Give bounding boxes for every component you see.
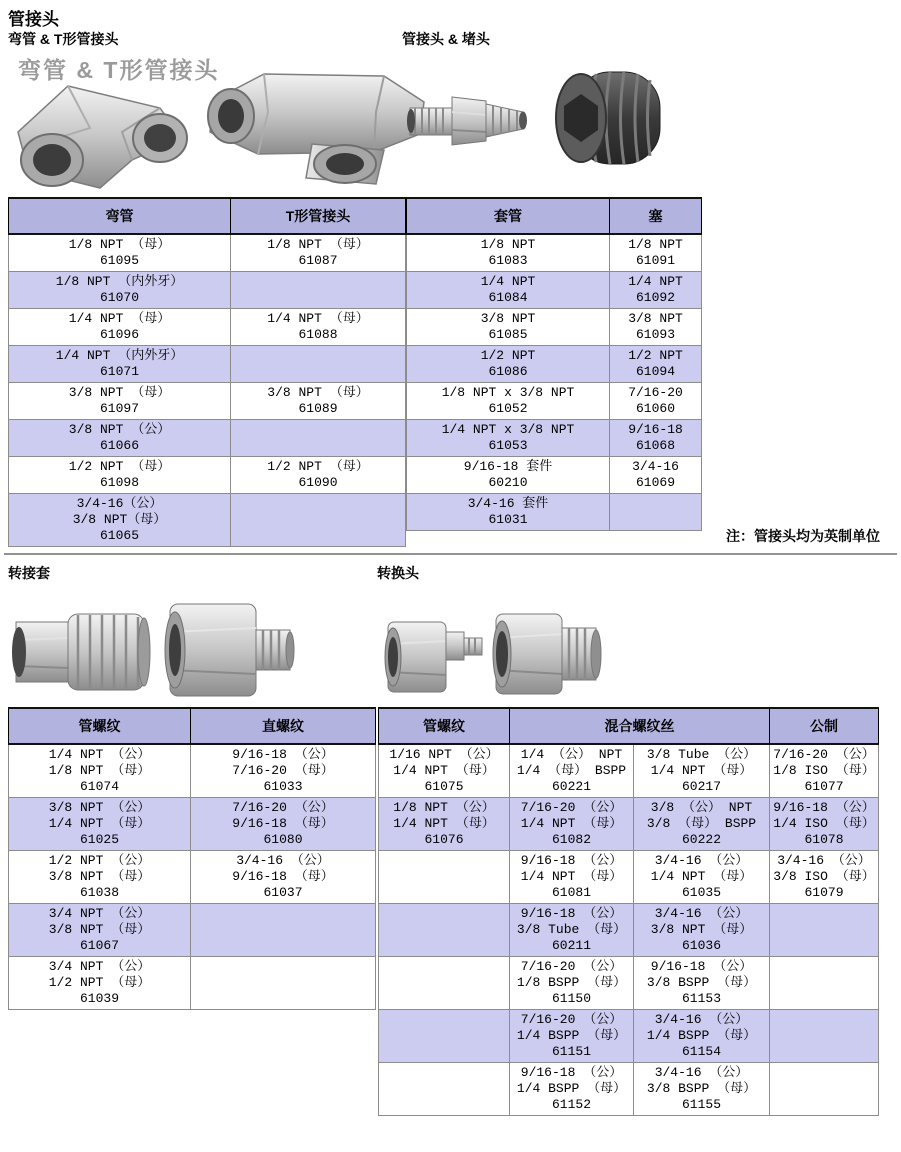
table-row [9,957,376,1010]
converter-photo-1 [382,602,487,700]
table-mixed-thread-metric [378,707,879,1116]
nipple-fitting-photo [405,85,530,153]
table-cell: 7/16-20 （公） 1/8 BSPP （母） 61150 [510,957,634,1010]
table-cell: 1/8 NPT 61083 [407,234,610,272]
column-header: T形管接头 [231,198,406,234]
converter-photo-2 [490,598,605,703]
section-divider [4,553,897,555]
imperial-units-note: 注：管接头均为英制单位 [726,528,880,544]
table-cell: 3/4-16 （公） 9/16-18 （母） 61037 [191,851,376,904]
table-row [379,1063,879,1116]
table-cell: 1/2 NPT 61094 [610,346,702,383]
table-cell: 9/16-18 （公） 1/4 BSPP （母） 61152 [510,1063,634,1116]
table-cell: 3/4 NPT （公） 1/2 NPT （母） 61039 [9,957,191,1010]
column-header: 混合螺纹丝 [510,708,770,744]
table-cell: 1/8 NPT （母） 61087 [231,234,406,272]
table-cell [379,1010,510,1063]
table-cell: 7/16-20 （公） 1/8 ISO （母） 61077 [770,744,879,798]
table-cell: 3/8 Tube （公） 1/4 NPT （母） 60217 [634,744,770,798]
table-cell: 1/4 NPT （公） 1/8 NPT （母） 61074 [9,744,191,798]
table-cell: 1/2 NPT （母） 61098 [9,457,231,494]
column-header: 管螺纹 [379,708,510,744]
table-cell: 1/2 NPT 61086 [407,346,610,383]
table-cell: 1/16 NPT （公） 1/4 NPT （母） 61075 [379,744,510,798]
table-row [407,494,702,531]
table-cell: 7/16-20 61060 [610,383,702,420]
table-row [407,420,702,457]
table-cell: 1/8 NPT x 3/8 NPT 61052 [407,383,610,420]
table-cell [379,957,510,1010]
table-cell: 3/4-16 （公） 3/8 ISO （母） 61079 [770,851,879,904]
table-cell [191,904,376,957]
table-elbow-tee-table [8,197,406,547]
table-row [407,346,702,383]
table-cell: 1/8 NPT 61091 [610,234,702,272]
table-cell [770,904,879,957]
tee-fitting-photo [198,60,433,190]
table-cell [379,851,510,904]
table-row [407,234,702,272]
table-row [379,744,879,798]
table-cell: 3/4-16（公） 3/8 NPT（母） 61065 [9,494,231,547]
column-header: 套管 [407,198,610,234]
table-cell [610,494,702,531]
table-cell [231,272,406,309]
table-cell: 3/8 NPT （母） 61089 [231,383,406,420]
table-cell: 1/4 NPT 61092 [610,272,702,309]
adapter-sleeve-photo-1 [12,592,154,704]
plug-fitting-photo [548,68,666,168]
table-row [379,851,879,904]
table-row [9,851,376,904]
table-cell: 9/16-18 套件 60210 [407,457,610,494]
table-cell: 3/8 NPT （公） 61066 [9,420,231,457]
table-cell: 9/16-18 （公） 7/16-20 （母） 61033 [191,744,376,798]
column-header: 弯管 [9,198,231,234]
column-header: 直螺纹 [191,708,376,744]
table-cell: 3/4-16 （公） 3/8 BSPP （母） 61155 [634,1063,770,1116]
table-cell: 7/16-20 （公） 1/4 NPT （母） 61082 [510,798,634,851]
table-row [9,744,376,798]
table-row [379,1010,879,1063]
table-cell [770,957,879,1010]
table-row [407,272,702,309]
table-cell: 3/4-16 （公） 3/8 NPT （母） 61036 [634,904,770,957]
table-cell [191,957,376,1010]
elbow-fitting-photo [10,80,200,192]
table-cell: 1/4 NPT （母） 61088 [231,309,406,346]
table-row [407,457,702,494]
table-cell: 7/16-20 （公） 1/4 BSPP （母） 61151 [510,1010,634,1063]
table-cell: 3/8 NPT 61085 [407,309,610,346]
table-cell: 1/2 NPT （公） 3/8 NPT （母） 61038 [9,851,191,904]
section2-right-heading: 转换头 [377,565,419,581]
table-cell: 1/8 NPT （内外牙） 61070 [9,272,231,309]
table-cell: 3/4-16 （公） 1/4 NPT （母） 61035 [634,851,770,904]
table-row [407,383,702,420]
photo-overlay-caption: 弯管 & T形管接头 [18,57,220,83]
adapter-sleeve-photo-2 [162,590,297,708]
table-cell: 3/8 NPT （母） 61097 [9,383,231,420]
table-cell [770,1063,879,1116]
table-cell: 3/8 NPT （公） 1/4 NPT （母） 61025 [9,798,191,851]
table-cell [231,420,406,457]
table-cell: 3/4-16 （公） 1/4 BSPP （母） 61154 [634,1010,770,1063]
adapter-tables-group [8,707,879,1116]
table-cell: 1/4 NPT （内外牙） 61071 [9,346,231,383]
table-row [9,272,406,309]
table-row [9,309,406,346]
table-cell: 1/2 NPT （母） 61090 [231,457,406,494]
table-cell: 1/4 NPT x 3/8 NPT 61053 [407,420,610,457]
table-cell: 3/4 NPT （公） 3/8 NPT （母） 61067 [9,904,191,957]
table-pipe-straight-thread [8,707,376,1010]
column-header: 公制 [770,708,879,744]
table-elbow-tee [8,197,406,547]
section1-left-heading: 弯管 & T形管接头 [8,31,119,47]
section2-left-heading: 转接套 [8,565,50,581]
fittings-tables-group [8,197,702,547]
table-cell: 9/16-18 （公） 3/8 Tube （母） 60211 [510,904,634,957]
section1-right-heading: 管接头 & 堵头 [402,31,490,47]
table-cell: 1/8 NPT （母） 61095 [9,234,231,272]
table-row [407,309,702,346]
table-mixed-thread-metric-table [378,707,879,1116]
table-cell: 1/4 （公） NPT 1/4 （母） BSPP 60221 [510,744,634,798]
table-cell [379,904,510,957]
column-header: 塞 [610,198,702,234]
table-row [9,383,406,420]
table-cell [379,1063,510,1116]
table-cell: 3/4-16 61069 [610,457,702,494]
table-cell: 9/16-18 61068 [610,420,702,457]
table-cell: 1/4 NPT （母） 61096 [9,309,231,346]
table-cell [770,1010,879,1063]
table-sleeve-plug [406,197,702,531]
page-title: 管接头 [8,10,59,29]
table-pipe-straight-thread-table [8,707,376,1010]
table-cell: 3/4-16 套件 61031 [407,494,610,531]
table-cell: 3/8 NPT 61093 [610,309,702,346]
table-sleeve-plug-table [406,197,702,531]
table-row [379,957,879,1010]
table-cell: 1/4 NPT 61084 [407,272,610,309]
table-row [9,234,406,272]
table-row [9,420,406,457]
column-header: 管螺纹 [9,708,191,744]
table-row [9,798,376,851]
table-cell: 7/16-20 （公） 9/16-18 （母） 61080 [191,798,376,851]
table-cell: 9/16-18 （公） 3/8 BSPP （母） 61153 [634,957,770,1010]
table-cell: 3/8 （公） NPT 3/8 （母） BSPP 60222 [634,798,770,851]
table-cell [231,346,406,383]
table-cell: 1/8 NPT （公） 1/4 NPT （母） 61076 [379,798,510,851]
table-cell: 9/16-18 （公） 1/4 ISO （母） 61078 [770,798,879,851]
table-cell: 9/16-18 （公） 1/4 NPT （母） 61081 [510,851,634,904]
table-row [379,798,879,851]
table-row [379,904,879,957]
table-row [9,346,406,383]
table-row [9,904,376,957]
table-row [9,457,406,494]
